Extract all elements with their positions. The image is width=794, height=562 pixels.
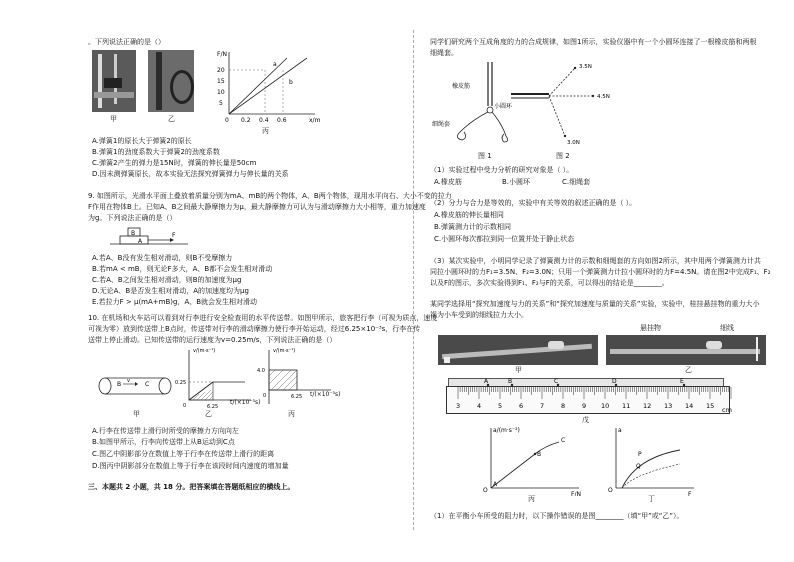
q10-bing-zero: 0 (263, 393, 267, 399)
ruler-tick-12: 12 (643, 402, 652, 410)
q9-force: F (172, 232, 176, 239)
ruler-tick-4: 4 (477, 402, 482, 410)
q10-label-jia: 甲 (133, 410, 140, 418)
ruler-point-a: A (484, 378, 489, 385)
q12-photo-jia (438, 335, 598, 365)
q10-label-yi: 乙 (205, 410, 212, 418)
q10-point-b: B (117, 381, 122, 388)
q12-ding-yaxis: a (618, 427, 622, 434)
right-column (420, 0, 794, 562)
q10-bing-yaxis: v/(m·s⁻¹) (273, 348, 296, 354)
q10-v: v (127, 378, 130, 384)
q10-bing-xaxis: t/(×10⁻³s) (310, 391, 341, 398)
q9-option-e: E.若拉力F > μ(mA+mB)g，A、B就会发生相对滑动 (92, 298, 258, 306)
q11-part2: （2）分力与合力是等效的，实验中有关等效的叙述正确的是（ ）。 (430, 199, 637, 207)
q11-part2-opt-a: A.橡皮筋的伸长量相同 (434, 211, 504, 219)
q9-option-a: A.若A、B没有发生相对滑动，则B不受摩擦力 (92, 254, 233, 262)
line-b (229, 58, 307, 114)
q12-graph-ding (600, 424, 700, 496)
q8-tx2: 0.4 (259, 117, 269, 124)
q8-ty0: 20 (217, 67, 225, 74)
q11-part3-1: （3）某次实验中，小明同学记录了弹簧测力计的示数和细绳套的方向如图2所示，其中用两个弹簧测力计共 (430, 257, 761, 265)
q8-label-jia: 甲 (110, 115, 117, 123)
q12-bing-c: C (561, 437, 566, 444)
q10-bing-v: 4.0 (257, 368, 265, 374)
ruler-tick-6: 6 (519, 402, 524, 410)
q9-option-b: B.若mA < mB，则无论F多大，A、B都不会发生相对滑动 (92, 265, 273, 273)
ruler-tick-9: 9 (582, 402, 587, 410)
q12-bing-a: A (493, 481, 498, 488)
q12-bing-b: B (537, 451, 542, 458)
q8-tx3: 0.6 (277, 117, 287, 124)
ruler-point-e: E (680, 378, 684, 385)
q12-photo-yi-label: 乙 (685, 366, 692, 374)
q10-point-c: C (145, 381, 150, 388)
ruler-tick-15: 15 (706, 402, 715, 410)
q11-part2-opt-b: B.弹簧测力计的示数相同 (434, 223, 512, 231)
q10-option-c: C.图乙中阴影部分在数值上等于行李在传送带上滑行的距离 (92, 450, 275, 458)
q12-bing-o: O (483, 487, 488, 494)
q10-stem-3: 送带上停止滑动。已知传送带的运行速度为v=0.25m/s，下列说法正确的是（） (88, 336, 337, 344)
q12-ding-q: Q (636, 463, 641, 470)
ruler-tick-3: 3 (456, 402, 461, 410)
fig2-f1: 3.5N (579, 64, 592, 70)
q11-part1-opt-b: B.小圆环 (502, 178, 531, 186)
q9-block-b: B (131, 230, 136, 237)
q8-photo-yi (148, 50, 194, 112)
q12-ding-caption: 丁 (648, 495, 655, 503)
ruler-tick-13: 13 (664, 402, 673, 410)
ruler-unit: cm (722, 406, 732, 414)
fig1-caption: 图 1 (478, 152, 492, 160)
fig2-f3: 3.0N (567, 140, 580, 146)
q11-part3-3: 以及F的图示，多次实验得到F₁、F₂与F的关系，可以得出的结论是________。 (430, 279, 669, 287)
line-a (229, 58, 287, 114)
q11-part1-opt-a: A.橡皮筋 (434, 178, 462, 186)
q12-ding-p: P (638, 451, 642, 458)
q10-option-a: A.行李在传送带上滑行时所受的摩擦力方向向左 (92, 427, 239, 435)
q8-photo-jia (92, 50, 136, 112)
ruler-caption: 戊 (582, 416, 589, 424)
q9-stem-3: 为g。下列说法正确的是（） (88, 214, 177, 222)
q11-part2-opt-c: C.小圆环每次都拉到同一位置并处于静止状态 (434, 235, 575, 243)
q8-tx1: 0.2 (241, 117, 251, 124)
q10-stem-1: 10. 在机场和火车站可以看到对行李进行安全检查用的水平传送带。如图甲所示，旅客把行李（可视为质点，速度 (88, 314, 438, 322)
q9-option-d: D.无论A、B是否发生相对滑动，A的加速度均为μg (92, 287, 249, 295)
q9-block-a: A (138, 238, 143, 245)
q12-graph-bing (475, 424, 585, 496)
q8-option-a: A.弹簧1的原长大于弹簧2的原长 (92, 137, 192, 145)
q10-yi-v: 0.25 (175, 380, 187, 386)
q8-stem: 。下列说法正确的是（） (88, 38, 165, 46)
q10-option-d: D.图丙中阴影部分在数值上等于行李在该段时间内速度的增加量 (92, 462, 289, 470)
q9-figure (110, 226, 190, 248)
ruler-point-b: B (508, 378, 513, 385)
fig1-ring: 小圆环 (494, 103, 513, 110)
fig2-f2: 4.5N (597, 94, 610, 100)
q12-stem-2: 视为小车受到的细线拉力大小。 (430, 311, 528, 319)
ruler-ticks (446, 378, 736, 414)
q8-option-d: D.因未测弹簧原长，故本实验无法探究弹簧弹力与伸长量的关系 (92, 170, 289, 178)
ruler-point-d: D (612, 378, 617, 385)
q8-label-bing: 丙 (262, 127, 269, 135)
q9-stem-2: F作用在物体B上。已知A、B之间最大静摩擦力为μ，最大静摩擦力可认为与滑动摩擦力大小相等，重力加速度 (88, 203, 426, 211)
q11-part1-opt-c: C.细绳套 (562, 178, 591, 186)
q11-stem-1: 同学们研究两个互成角度的力的合成规律，如图1所示，实验仪器中有一个小圆环连接了一根橡皮筋和两根 (430, 38, 757, 46)
q10-stem-2: 可视为零）放到传送带上B点时，传送带对行李的滑动摩擦力使行李开始运动，经过6.25×10⁻³s，行李在传 (88, 325, 421, 333)
q8-xaxis: x/m (309, 117, 320, 124)
q11-part3-2: 同拉小圆环时的力F₁=3.5N、F₂=3.0N；只用一个弹簧测力计拉小圆环时的力F=4.5N。请在图2中完成F₁、F₂ (430, 268, 771, 276)
ruler-tick-5: 5 (498, 402, 503, 410)
ruler-tick-14: 14 (685, 402, 694, 410)
q12-photo-yi (606, 335, 766, 365)
q12-bing-yaxis: a/(m·s⁻²) (493, 427, 520, 434)
ruler-tick-11: 11 (622, 402, 631, 410)
q9-option-c: C.若A、B之间发生相对滑动，则B的加速度为μg (92, 276, 242, 284)
q12-ding-o: O (608, 487, 613, 494)
q10-option-b: B.如图甲所示，行李向传送带上从B运动到C点 (92, 438, 235, 446)
ruler-tick-8: 8 (561, 402, 566, 410)
ruler-tick-7: 7 (540, 402, 545, 410)
q12-stem-1: 某同学选择用“探究加速度与力的关系”和“探究加速度与质量的关系”实验，实验中，桂挂悬挂物的重力大小 (430, 300, 760, 308)
q8-ty1: 15 (217, 78, 225, 85)
q10-bing-t: 6.25 (291, 394, 303, 400)
q12-bing-caption: 丙 (528, 495, 535, 503)
q12-hang-label: 悬挂物 (640, 324, 661, 332)
q10-figure-jia (95, 372, 180, 402)
q11-part1: （1）实验过程中受力分析的研究对象是（ ）。 (430, 166, 574, 174)
q8-tx0: 0 (225, 117, 229, 124)
q8-ty3: 5 (219, 100, 223, 107)
fig1-rubber: 橡皮筋 (452, 83, 471, 90)
q12-photo-jia-label: 甲 (515, 366, 522, 374)
q12-part1: （1）在平衡小车所受的阻力时，以下操作错误的是图________（填“甲”或“乙”）。 (430, 512, 684, 520)
q9-stem-1: 9. 如图所示，光滑水平面上叠放着质量分别为mA、mB的两个物体，A、B两个物体，现用水平向右、大小不变的拉力 (88, 192, 452, 200)
q10-label-bing: 丙 (288, 410, 295, 418)
fig2-caption: 图 2 (556, 152, 570, 160)
q8-label-yi: 乙 (168, 115, 175, 123)
q11-stem-2: 细绳套。 (430, 49, 458, 57)
column-divider (413, 30, 414, 530)
q10-graph-bing (255, 344, 335, 412)
q12-string-label: 细线 (720, 324, 734, 332)
section-3-heading: 三、本题共 2 小题，共 18 分。把答案填在答题纸相应的横线上。 (88, 483, 295, 491)
q10-yi-xaxis: t/(×10⁻³s) (230, 399, 261, 406)
q8-b: b (289, 79, 293, 86)
q8-option-c: C.弹簧2产生的弹力是15N时，弹簧的伸长量是50cm (92, 159, 257, 167)
q8-option-b: B.弹簧1的劲度系数大于弹簧2的劲度系数 (92, 148, 220, 156)
q10-yi-t: 6.25 (207, 404, 219, 410)
q12-ding-xaxis: F (688, 491, 692, 496)
q8-yaxis: F/N (217, 51, 227, 58)
q8-graph-bing (205, 48, 320, 126)
fig1-rope: 细绳套 (432, 121, 451, 128)
q10-yi-yaxis: v/(m·s⁻¹) (193, 348, 216, 354)
q12-bing-xaxis: F/N (571, 491, 581, 496)
q11-figure-2 (505, 58, 625, 150)
q8-ty2: 10 (217, 89, 225, 96)
q8-a: a (273, 61, 277, 68)
q10-yi-zero: 0 (183, 403, 187, 409)
ruler-point-c: C (554, 378, 559, 385)
ruler-tick-10: 10 (601, 402, 610, 410)
